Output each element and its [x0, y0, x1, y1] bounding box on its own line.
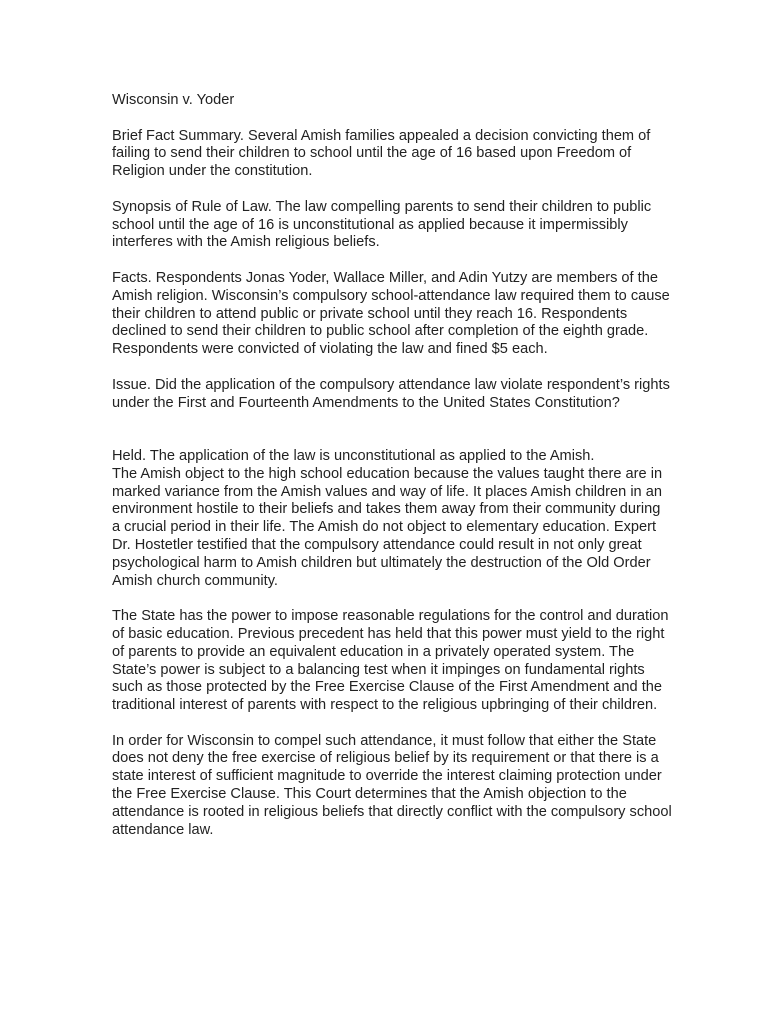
paragraph-compel-attendance: In order for Wisconsin to compel such attendance, it must follow that either the State does not deny the free exercise of religious belief by its requirement or that there is a state interest of sufficient magnitude to override the interest claiming protection under the Free Exercise Clause. This Court determines that the Amish objection to the attendance is rooted in religious beliefs that directly conflict with the compulsory school attendance law. [112, 732, 672, 838]
paragraph-synopsis: Synopsis of Rule of Law. The law compelling parents to send their children to public school until the age of 16 is unconstitutional as applied because it impermissibly interferes with the Amish religious beliefs. [112, 198, 652, 251]
paragraph-held: Held. The application of the law is unconstitutional as applied to the Amish. [112, 447, 595, 464]
document-page [112, 92, 672, 857]
paragraph-issue: Issue. Did the application of the compulsory attendance law violate respondent’s rights under the First and Fourteenth Amendments to the United States Constitution? [112, 376, 670, 411]
paragraph-facts: Facts. Respondents Jonas Yoder, Wallace Miller, and Adin Yutzy are members of the Amish religion. Wisconsin’s compulsory school-attendance law required them to cause their children to attend public or private school until they reach 16. Respondents declined to send their children to public school after completion of the eighth grade. Respondents were convicted of violating the law and fined $5 each. [112, 269, 670, 358]
paragraph-state-power: The State has the power to impose reasonable regulations for the control and duration of basic education. Previous precedent has held that this power must yield to the right of parents to provide an equivalent education in a privately operated system. The State’s power is subject to a balancing test when it impinges on fundamental rights such as those protected by the Free Exercise Clause of the First Amendment and the traditional interest of parents with respect to the religious upbringing of their children. [112, 608, 669, 714]
paragraph-brief-fact-summary: Brief Fact Summary. Several Amish families appealed a decision convicting them of failing to send their children to school until the age of 16 based upon Freedom of Religion under the constitution. [112, 127, 651, 180]
document-title: Wisconsin v. Yoder [112, 92, 235, 108]
paragraph-amish-objection: The Amish object to the high school education because the values taught there are in marked variance from the Amish values and way of life. It places Amish children in an environment hostile to their beliefs and takes them away from their community during a crucial period in their life. The Amish do not object to elementary education. Expert Dr. Hostetler testified that the compulsory attendance could result in not only great psychological harm to Amish children but ultimately the destruction of the Old Order Amish church community. [112, 465, 663, 589]
